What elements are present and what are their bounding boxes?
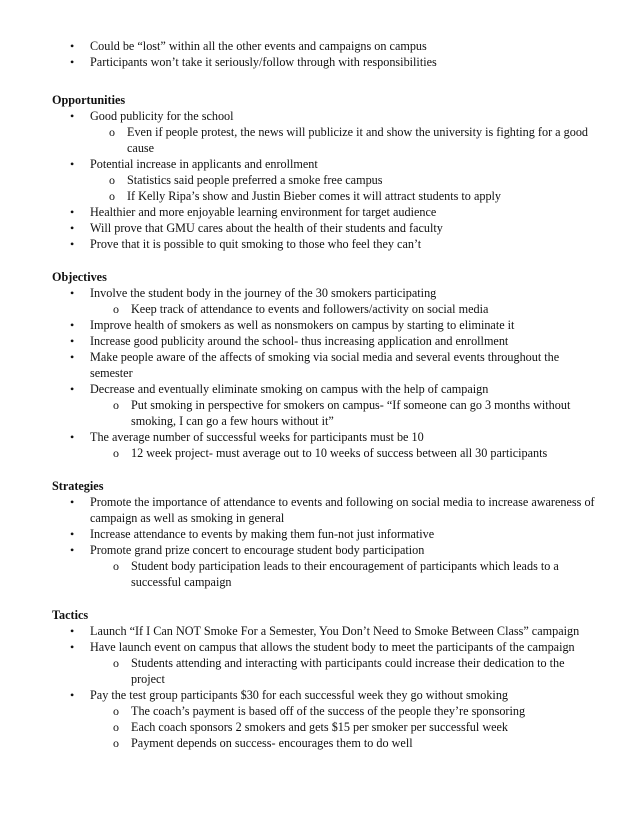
sub-marker: o xyxy=(113,302,119,316)
sub-marker: o xyxy=(109,189,115,203)
sub-marker: o xyxy=(113,446,119,460)
list-item-text: Good publicity for the school xyxy=(90,109,234,123)
list-item-text: Payment depends on success- encourages them to do well xyxy=(131,736,413,750)
list-item xyxy=(0,542,638,558)
section-heading-objectives: Objectives xyxy=(52,270,107,284)
list-item-text: Students attending and interacting with participants could increase their dedication to the project xyxy=(131,656,565,686)
list-item-text: Improve health of smokers as well as nonsmokers on campus by starting to eliminate it xyxy=(90,318,515,332)
list-item-text: Have launch event on campus that allows the student body to meet the participants of the campaign xyxy=(90,640,575,654)
sub-marker: o xyxy=(109,125,115,139)
bullet-marker: • xyxy=(70,382,75,396)
list-item-text: Promote the importance of attendance to events and following on social media to increase awareness of campaign as well as smoking in general xyxy=(90,495,595,525)
sub-marker: o xyxy=(113,398,119,412)
list-item-text: Each coach sponsors 2 smokers and gets $15 per smoker per successful week xyxy=(131,720,509,734)
list-item-text: Student body participation leads to their encouragement of participants which leads to a successful campaign xyxy=(131,559,559,589)
bullet-marker: • xyxy=(70,334,75,348)
bullet-marker: • xyxy=(70,55,75,69)
list-item-text: The average number of successful weeks for participants must be 10 xyxy=(90,430,424,444)
tactics-list xyxy=(0,623,638,751)
list-item xyxy=(0,38,638,54)
sub-list-item xyxy=(0,188,638,204)
list-item xyxy=(0,494,638,526)
list-item-text: 12 week project- must average out to 10 weeks of success between all 30 participants xyxy=(131,446,548,460)
list-item xyxy=(0,236,638,252)
list-item-text: If Kelly Ripa’s show and Justin Bieber comes it will attract students to apply xyxy=(127,189,502,203)
bullet-marker: • xyxy=(70,39,75,53)
sub-list-item xyxy=(0,172,638,188)
list-item-text: Increase good publicity around the school- thus increasing application and enrollment xyxy=(90,334,509,348)
list-item xyxy=(0,429,638,445)
bullet-marker: • xyxy=(70,624,75,638)
section-heading-strategies: Strategies xyxy=(52,479,104,493)
bullet-marker: • xyxy=(70,527,75,541)
list-item xyxy=(0,54,638,70)
list-item-text: Launch “If I Can NOT Smoke For a Semester, You Don’t Need to Smoke Between Class” campaign xyxy=(90,624,580,638)
sub-list-item xyxy=(0,558,638,590)
sub-list-item xyxy=(0,703,638,719)
list-item-text: Decrease and eventually eliminate smoking on campus with the help of campaign xyxy=(90,382,489,396)
list-item xyxy=(0,526,638,542)
sub-marker: o xyxy=(109,173,115,187)
list-item-text: Will prove that GMU cares about the health of their students and faculty xyxy=(90,221,443,235)
bullet-marker: • xyxy=(70,640,75,654)
bullet-marker: • xyxy=(70,495,75,509)
list-item-text: Make people aware of the affects of smoking via social media and several events throughout the semester xyxy=(90,350,560,380)
list-item-text: The coach’s payment is based off of the success of the people they’re sponsoring xyxy=(131,704,526,718)
list-item xyxy=(0,204,638,220)
bullet-marker: • xyxy=(70,688,75,702)
list-item xyxy=(0,156,638,172)
sub-marker: o xyxy=(113,656,119,670)
list-item xyxy=(0,108,638,124)
bullet-marker: • xyxy=(70,286,75,300)
bullet-marker: • xyxy=(70,157,75,171)
list-item-text: Increase attendance to events by making them fun-not just informative xyxy=(90,527,435,541)
list-item xyxy=(0,623,638,639)
bullet-marker: • xyxy=(70,221,75,235)
bullet-marker: • xyxy=(70,430,75,444)
section-heading-tactics: Tactics xyxy=(52,608,89,622)
opportunities-list xyxy=(0,108,638,252)
sub-list-item xyxy=(0,301,638,317)
list-item-text: Promote grand prize concert to encourage student body participation xyxy=(90,543,425,557)
sub-list-item xyxy=(0,445,638,461)
bullet-marker: • xyxy=(70,318,75,332)
list-item xyxy=(0,333,638,349)
objectives-list xyxy=(0,285,638,461)
sub-marker: o xyxy=(113,720,119,734)
list-item-text: Healthier and more enjoyable learning environment for target audience xyxy=(90,205,437,219)
bullet-marker: • xyxy=(70,237,75,251)
list-item xyxy=(0,381,638,397)
list-item-text: Put smoking in perspective for smokers on campus- “If someone can go 3 months without smoking, I can go a few hours without it” xyxy=(131,398,571,428)
section-heading-opportunities: Opportunities xyxy=(52,93,126,107)
bullet-marker: • xyxy=(70,543,75,557)
bullet-marker: • xyxy=(70,109,75,123)
sub-marker: o xyxy=(113,736,119,750)
intro-list xyxy=(0,38,638,70)
list-item-text: Prove that it is possible to quit smoking to those who feel they can’t xyxy=(90,237,422,251)
list-item-text: Statistics said people preferred a smoke free campus xyxy=(127,173,383,187)
sub-marker: o xyxy=(113,704,119,718)
strategies-list xyxy=(0,494,638,590)
list-item xyxy=(0,639,638,655)
bullet-marker: • xyxy=(70,205,75,219)
sub-list-item xyxy=(0,124,638,156)
list-item-text: Could be “lost” within all the other events and campaigns on campus xyxy=(90,39,427,53)
sub-list-item xyxy=(0,655,638,687)
list-item xyxy=(0,349,638,381)
bullet-marker: • xyxy=(70,350,75,364)
sub-list-item xyxy=(0,719,638,735)
list-item xyxy=(0,285,638,301)
list-item xyxy=(0,687,638,703)
list-item-text: Involve the student body in the journey of the 30 smokers participating xyxy=(90,286,437,300)
sub-marker: o xyxy=(113,559,119,573)
list-item xyxy=(0,317,638,333)
list-item xyxy=(0,220,638,236)
list-item-text: Potential increase in applicants and enrollment xyxy=(90,157,318,171)
sub-list-item xyxy=(0,397,638,429)
list-item-text: Keep track of attendance to events and followers/activity on social media xyxy=(131,302,489,316)
list-item-text: Pay the test group participants $30 for each successful week they go without smoking xyxy=(90,688,509,702)
list-item-text: Even if people protest, the news will publicize it and show the university is fighting for a good cause xyxy=(127,125,589,155)
sub-list-item xyxy=(0,735,638,751)
list-item-text: Participants won’t take it seriously/follow through with responsibilities xyxy=(90,55,437,69)
